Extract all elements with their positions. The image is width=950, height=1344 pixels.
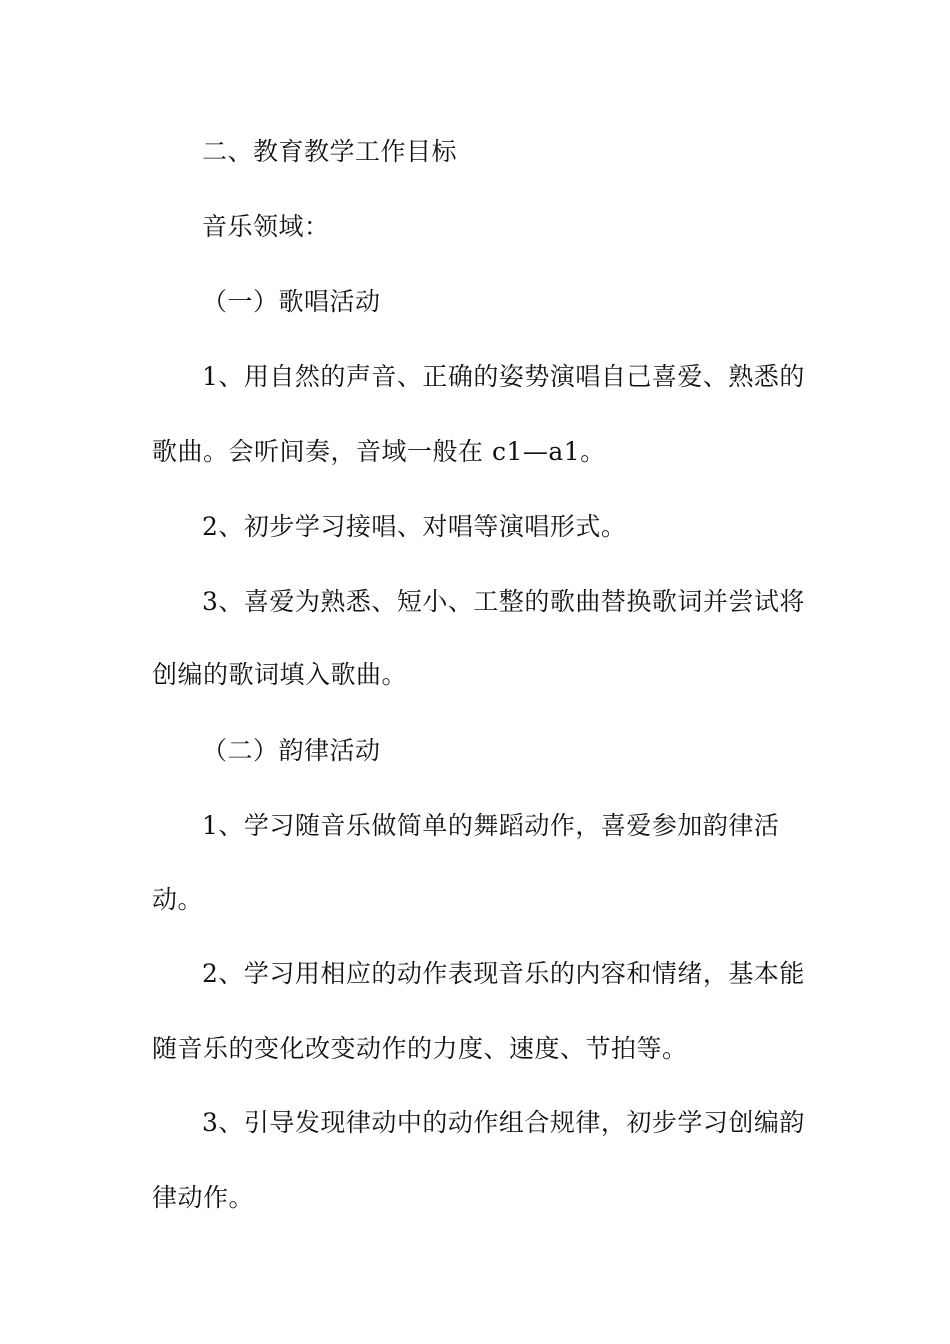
subsection-title-singing: （一）歌唱活动 [202,287,381,316]
paragraph-line: 创编的歌词填入歌曲。 [152,660,408,689]
subsection-title-rhythm: （二）韵律活动 [202,736,381,765]
paragraph-line: 律动作。 [152,1183,255,1212]
paragraph-line: 动。 [152,885,204,914]
domain-label: 音乐领域： [202,212,330,241]
section-heading: 二、教育教学工作目标 [202,137,458,166]
paragraph-line: 3、引导发现律动中的动作组合规律，初步学习创编韵 [202,1108,805,1137]
paragraph-line: 2、初步学习接唱、对唱等演唱形式。 [202,512,627,541]
paragraph-line: 1、用自然的声音、正确的姿势演唱自己喜爱、熟悉的 [202,362,805,391]
paragraph-line: 3、喜爱为熟悉、短小、工整的歌曲替换歌词并尝试将 [202,587,805,616]
paragraph-line: 1、学习随音乐做简单的舞蹈动作，喜爱参加韵律活 [202,811,780,840]
paragraph-line: 2、学习用相应的动作表现音乐的内容和情绪，基本能 [202,959,805,988]
paragraph-line: 随音乐的变化改变动作的力度、速度、节拍等。 [152,1034,688,1063]
paragraph-line: 歌曲。会听间奏，音域一般在 c1—a1。 [152,437,606,466]
